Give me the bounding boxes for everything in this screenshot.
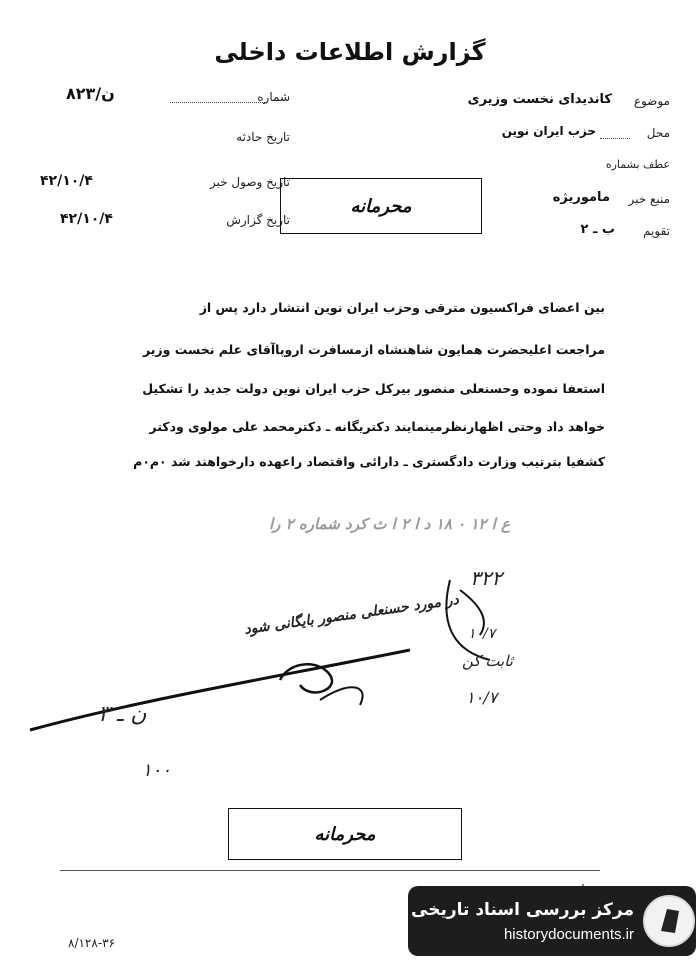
- body-line-1: بین اعضای فراکسیون مترقی وحزب ایران نوین انتشار دارد پس از: [199, 300, 605, 315]
- stamp-text: محرمانه: [350, 195, 412, 217]
- left-field-report-date: [40, 210, 290, 232]
- handwritten-number-left: ن ـ ۳: [98, 702, 147, 727]
- signature-scrawl-left: [20, 640, 440, 740]
- calendar-value: ب ـ ۲: [580, 222, 615, 237]
- body-line-2: مراجعت اعلیحضرت همایون شاهنشاه ازمسافرت اروپاآقای علم نخست وزیر: [142, 342, 605, 357]
- location-value: حزب ایران نوین: [501, 124, 596, 138]
- right-field-calendar: [430, 222, 670, 244]
- body-line-4: خواهد داد وحتی اظهارنظرمینمایند دکتریگانه ـ دکترمحمد علی مولوی ودکتر: [149, 419, 605, 434]
- handwritten-date-right-1: ۱۰/۷: [468, 626, 496, 642]
- report-date-value: ۴۲/۱۰/۴: [60, 211, 113, 227]
- body-line-3: استعفا نموده وحسنعلی منصور بیرکل حزب ایران نوین دولت جدید را تشکیل: [142, 381, 605, 396]
- report-number-value: ۸۲۳/ن: [66, 84, 115, 103]
- right-field-reference: [430, 156, 670, 178]
- left-field-number: [60, 84, 290, 110]
- handwritten-note-right: ثابت کن: [462, 652, 513, 670]
- handwritten-date-right-2: ۱۰/۷: [466, 688, 498, 707]
- confidential-stamp-bottom: [228, 808, 462, 860]
- left-field-incident-date: [60, 128, 290, 150]
- document-code: ۸/۱۲۸-۳۶: [68, 936, 116, 950]
- calendar-label: تقویم: [643, 224, 670, 238]
- received-date-value: ۴۲/۱۰/۴: [40, 173, 93, 189]
- body-line-5: کشفیا بترتیب وزارت دادگستری ـ دارائی واقتصاد راعهده دارخواهند شد ۰م۰م: [133, 454, 605, 469]
- document-title: گزارش اطلاعات داخلی: [214, 38, 486, 66]
- left-field-received-date: [40, 172, 290, 194]
- right-field-subject: [430, 92, 670, 114]
- location-label: محل: [646, 126, 670, 140]
- stamp-text: محرمانه: [314, 823, 376, 845]
- reference-label: عطف بشماره: [605, 158, 670, 171]
- handwritten-number-right: ۳۲۲: [470, 566, 503, 590]
- subject-label: موضوع: [633, 94, 670, 108]
- logo-emblem-icon: [643, 895, 695, 947]
- handwritten-number-left-2: ۱۰۰: [142, 760, 172, 781]
- dotted-line: [170, 102, 265, 103]
- logo-url: historydocuments.ir: [503, 926, 634, 943]
- logo-title: مرکز بررسی اسناد تاریخی: [411, 900, 634, 920]
- right-field-source: [430, 190, 670, 212]
- report-number-label: شماره: [257, 90, 290, 104]
- right-field-location: [430, 124, 670, 146]
- footer-divider: [60, 870, 600, 871]
- subject-value: کاندیدای نخست وزیری: [467, 92, 612, 107]
- incident-date-label: تاریخ حادثه: [236, 130, 290, 144]
- source-value: ماموریژه: [552, 190, 610, 205]
- report-date-label: تاریخ گزارش: [226, 213, 290, 227]
- faded-handwritten-line: ع ا ۱۲ ۰ ۱۸ د ا ۲ ا ث کرد شماره ۲ را: [268, 515, 510, 533]
- source-label: منبع خبر: [628, 192, 670, 206]
- handwritten-note: در مورد حسنعلی منصور بایگانی شود: [243, 591, 460, 638]
- received-date-label: تاریخ وصول خبر: [209, 175, 290, 189]
- dotted-line: [600, 138, 630, 139]
